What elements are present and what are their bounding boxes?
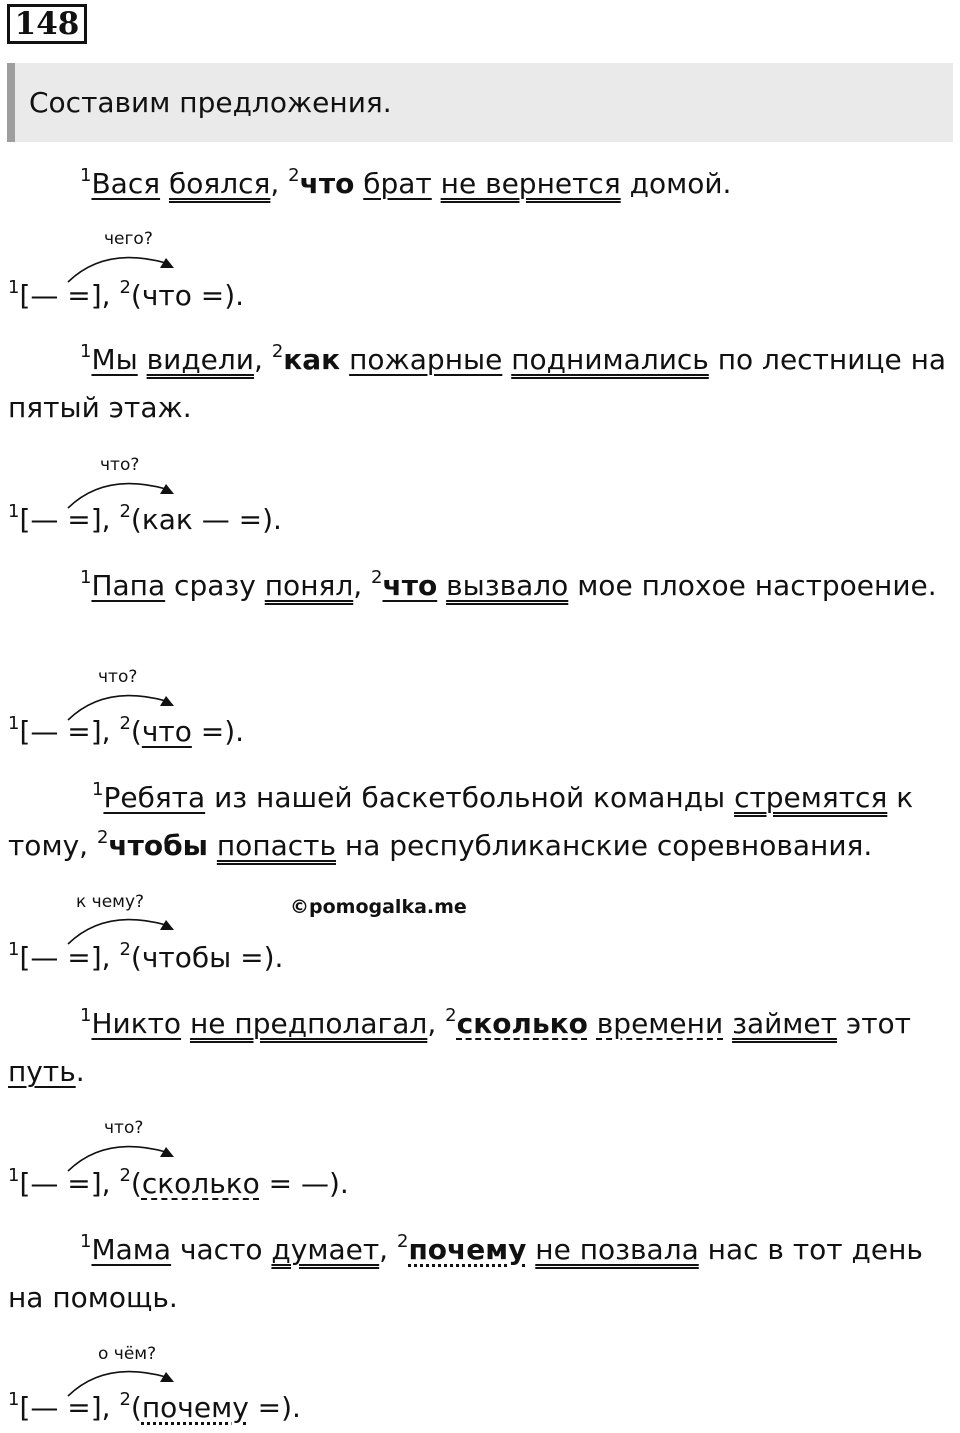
subject: Вася [91, 167, 161, 200]
watermark: ©pomogalka.me [290, 896, 467, 918]
predicate: займет [732, 1007, 837, 1040]
conjunction-adverbial: почему [408, 1233, 527, 1266]
sentence-6: $^1$Мама часто думает, $^2$почему не позвала нас в тот день на помощь. [8, 1231, 923, 1314]
predicate: боялся [168, 167, 271, 200]
scheme-4: $^1$[— =], $^2$(чтобы =). [8, 939, 284, 974]
subject: Папа [91, 569, 166, 602]
sentence-3: $^1$Папа сразу понял, $^2$что вызвало мое плохое настроение. [80, 567, 937, 602]
predicate: не позвала [535, 1233, 699, 1266]
sentence-1: $^1$Вася боялся, $^2$что брат не вернется домой. [80, 165, 732, 200]
conjunction-adverbial: почему [141, 1391, 249, 1424]
question-label: чего? [104, 229, 153, 249]
question-label: что? [100, 455, 140, 475]
predicate: вызвало [446, 569, 569, 602]
question-label: что? [104, 1118, 144, 1138]
subject: Мама [91, 1233, 172, 1266]
question-label: что? [98, 667, 138, 687]
predicate: поднимались [511, 343, 709, 376]
conjunction: чтобы [108, 829, 208, 862]
sentence-4: $^1$Ребята из нашей баскетбольной команды стремятся к тому, $^2$чтобы попасть на республиканские соревнования. [8, 779, 914, 862]
subject: Никто [91, 1007, 182, 1040]
sentence-5: $^1$Никто не предполагал, $^2$сколько времени займет этот путь. [8, 1005, 911, 1088]
object: времени [596, 1007, 724, 1040]
scheme-3: $^1$[— =], $^2$(что =). [8, 713, 245, 748]
predicate: понял [264, 569, 354, 602]
predicate: не вернется [440, 167, 621, 200]
sentence-2: $^1$Мы видели, $^2$как пожарные поднимались по лестнице на пятый этаж. [8, 341, 947, 424]
conjunction-subject: что [382, 569, 438, 602]
predicate: стремятся [734, 781, 888, 814]
conjunction-subject: что [141, 715, 192, 748]
predicate: не предполагал [189, 1007, 428, 1040]
predicate: думает [271, 1233, 380, 1266]
subject: Ребята [103, 781, 206, 814]
conjunction-object: сколько [141, 1167, 260, 1200]
subject: брат [363, 167, 432, 200]
header-bar [7, 63, 953, 142]
subject: путь [8, 1055, 76, 1088]
scheme-1: $^1$[— =], $^2$(что =). [8, 277, 245, 312]
scheme-5: $^1$[— =], $^2$(сколько = —). [8, 1165, 349, 1200]
question-label: о чём? [98, 1344, 157, 1364]
question-label: к чему? [76, 892, 145, 912]
conjunction: как [283, 343, 341, 376]
conjunction-object: сколько [456, 1007, 588, 1040]
subject: Мы [91, 343, 138, 376]
scheme-6: $^1$[— =], $^2$(почему =). [8, 1389, 301, 1424]
predicate: попасть [216, 829, 336, 862]
exercise-number: 148 [7, 4, 87, 44]
conjunction: что [299, 167, 355, 200]
subject: пожарные [349, 343, 503, 376]
predicate: видели [146, 343, 255, 376]
scheme-2: $^1$[— =], $^2$(как — =). [8, 501, 282, 536]
header-title: Составим предложения. [29, 86, 392, 119]
